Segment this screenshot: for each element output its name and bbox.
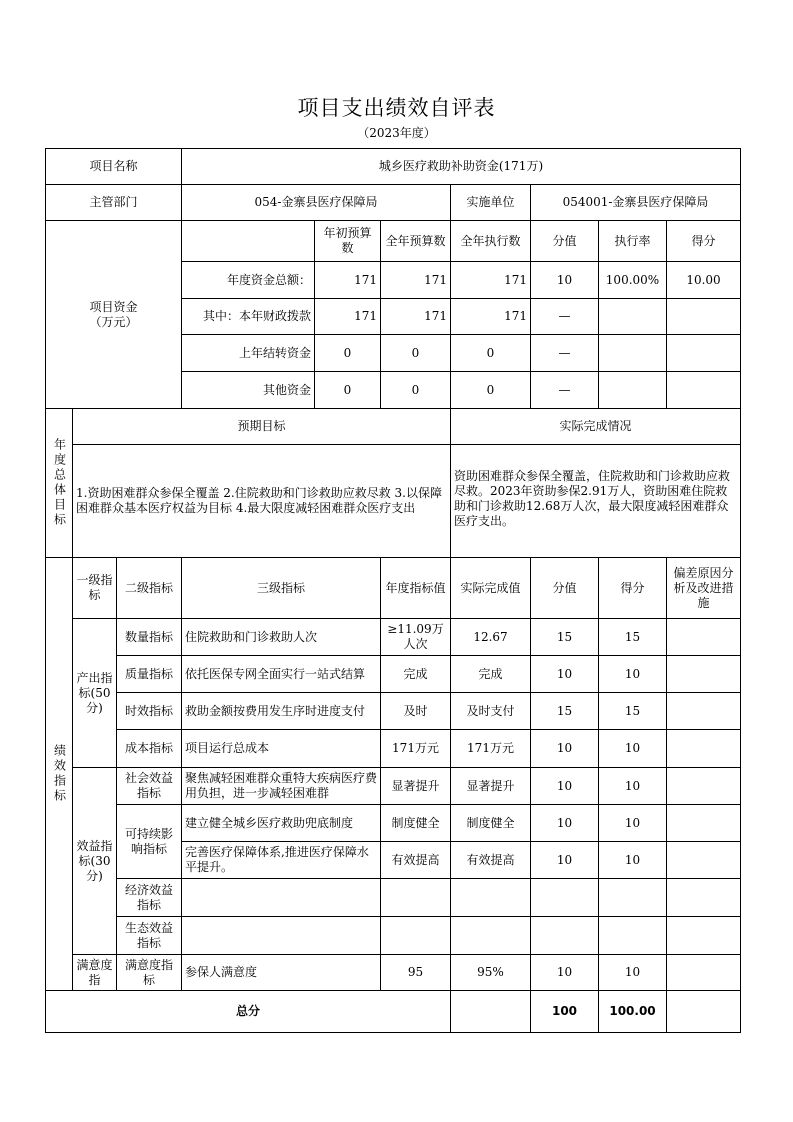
total-label: 总分 [45, 990, 451, 1033]
perf-score-cell: 15 [530, 618, 599, 656]
funds-header-full: 全年预算数 [380, 220, 451, 262]
perf-got-cell: 10 [598, 804, 667, 842]
perf-l2-cell: 成本指标 [116, 729, 182, 768]
goals-expected-header: 预期目标 [72, 408, 451, 445]
perf-actual-cell: 制度健全 [450, 804, 531, 842]
perf-score-cell: 10 [530, 841, 599, 879]
perf-l2-cell: 时效指标 [116, 692, 182, 730]
perf-reason-cell [666, 618, 741, 656]
goals-side-label [45, 408, 73, 558]
funds-label-text: 项目资金 （万元） [89, 299, 138, 329]
perf-got-cell [598, 916, 667, 955]
funds-row-full: 0 [380, 371, 451, 409]
funds-row-full: 0 [380, 334, 451, 372]
unit-value: 054001-金寨县医疗保障局 [530, 184, 741, 221]
funds-row-score: — [530, 298, 599, 335]
perf-l2-cell: 生态效益指标 [116, 916, 182, 955]
perf-actual-cell: 完成 [450, 655, 531, 693]
perf-got-cell: 15 [598, 618, 667, 656]
page-subtitle: （2023年度） [357, 126, 436, 140]
perf-header-actual: 实际完成值 [450, 557, 531, 619]
perf-header-reason: 偏差原因分析及改进措施 [666, 557, 741, 619]
perf-reason-cell [666, 841, 741, 879]
total-reason [666, 990, 741, 1033]
funds-row-initial: 171 [314, 298, 381, 335]
perf-target-cell: 有效提高 [380, 841, 451, 879]
unit-label: 实施单位 [450, 184, 531, 221]
sustain-indicator-label: 可持续影响指标 [116, 804, 182, 879]
perf-l3-cell [181, 878, 381, 917]
perf-target-cell: 171万元 [380, 729, 451, 768]
perf-l2-cell: 满意度指标 [116, 954, 182, 991]
funds-header-blank [181, 220, 315, 262]
project-name-value: 城乡医疗救助补助资金(171万) [181, 148, 741, 185]
funds-row-initial: 171 [314, 261, 381, 299]
perf-reason-cell [666, 954, 741, 991]
perf-score-cell: 10 [530, 729, 599, 768]
funds-row-rate: 100.00% [598, 261, 667, 299]
perf-reason-cell [666, 878, 741, 917]
funds-row-got [666, 298, 741, 335]
page-title: 项目支出绩效自评表 [297, 96, 496, 120]
perf-reason-cell [666, 804, 741, 842]
perf-reason-cell [666, 655, 741, 693]
perf-got-cell: 10 [598, 954, 667, 991]
funds-row-full: 171 [380, 298, 451, 335]
perf-target-cell: 95 [380, 954, 451, 991]
perf-actual-cell: 171万元 [450, 729, 531, 768]
goals-side-text: 年度总体目标 [52, 438, 67, 528]
perf-l3-cell: 依托医保专网全面实行一站式结算 [181, 655, 381, 693]
funds-row-exec: 0 [450, 371, 531, 409]
satisfaction-l1-label: 满意度指 [72, 954, 117, 991]
funds-row-rate [598, 371, 667, 409]
total-score: 100 [530, 990, 599, 1033]
perf-header-l3: 三级指标 [181, 557, 381, 619]
perf-side-label [45, 557, 73, 991]
perf-actual-cell: 及时支付 [450, 692, 531, 730]
total-blank [450, 990, 531, 1033]
funds-label [45, 220, 182, 409]
funds-row-initial: 0 [314, 371, 381, 409]
perf-l2-cell: 数量指标 [116, 618, 182, 656]
funds-row-initial: 0 [314, 334, 381, 372]
perf-actual-cell: 12.67 [450, 618, 531, 656]
funds-row-score: — [530, 371, 599, 409]
perf-l3-cell: 住院救助和门诊救助人次 [181, 618, 381, 656]
funds-row-name: 上年结转资金 [181, 334, 315, 372]
funds-header-got: 得分 [666, 220, 741, 262]
funds-row-rate [598, 298, 667, 335]
funds-row-got: 10.00 [666, 261, 741, 299]
funds-row-score: — [530, 334, 599, 372]
goals-actual-header: 实际完成情况 [450, 408, 741, 445]
funds-row-name: 年度资金总额： [181, 261, 315, 299]
perf-target-cell: 及时 [380, 692, 451, 730]
perf-got-cell: 10 [598, 767, 667, 805]
perf-reason-cell [666, 692, 741, 730]
perf-l2-cell: 质量指标 [116, 655, 182, 693]
perf-target-cell: 完成 [380, 655, 451, 693]
perf-header-target: 年度指标值 [380, 557, 451, 619]
perf-actual-cell [450, 878, 531, 917]
perf-target-cell: ≥11.09万人次 [380, 618, 451, 656]
perf-l3-cell: 完善医疗保障体系,推进医疗保障水平提升。 [181, 841, 381, 879]
funds-row-got [666, 334, 741, 372]
goals-expected-text: 1.资助困难群众参保全覆盖 2.住院救助和门诊救助应救尽救 3.以保障困难群众基本医疗权益为目标 4.最大限度减轻困难群众医疗支出 [72, 444, 451, 558]
perf-l3-cell: 项目运行总成本 [181, 729, 381, 768]
perf-header-l1: 一级指标 [72, 557, 117, 619]
funds-row-name: 其中：本年财政拨款 [181, 298, 315, 335]
perf-l3-cell: 建立健全城乡医疗救助兜底制度 [181, 804, 381, 842]
perf-header-got: 得分 [598, 557, 667, 619]
funds-row-got [666, 371, 741, 409]
funds-row-exec: 171 [450, 261, 531, 299]
funds-header-exec: 全年执行数 [450, 220, 531, 262]
benefit-indicator-label: 效益指标(30分) [72, 767, 117, 955]
perf-score-cell: 10 [530, 954, 599, 991]
perf-got-cell: 15 [598, 692, 667, 730]
perf-l3-cell: 聚焦减轻困难群众重特大疾病医疗费用负担，进一步减轻困难群 [181, 767, 381, 805]
perf-score-cell: 10 [530, 767, 599, 805]
perf-score-cell [530, 916, 599, 955]
perf-l2-cell: 社会效益指标 [116, 767, 182, 805]
funds-row-rate [598, 334, 667, 372]
perf-target-cell [380, 916, 451, 955]
perf-l2-cell: 经济效益指标 [116, 878, 182, 917]
perf-actual-cell [450, 916, 531, 955]
funds-row-exec: 0 [450, 334, 531, 372]
project-name-label: 项目名称 [45, 148, 182, 185]
perf-score-cell: 10 [530, 804, 599, 842]
total-got: 100.00 [598, 990, 667, 1033]
perf-reason-cell [666, 729, 741, 768]
funds-header-score: 分值 [530, 220, 599, 262]
perf-target-cell: 显著提升 [380, 767, 451, 805]
funds-row-score: 10 [530, 261, 599, 299]
perf-reason-cell [666, 916, 741, 955]
output-indicator-label: 产出指标(50分) [72, 618, 117, 768]
goals-actual-text: 资助困难群众参保全覆盖，住院救助和门诊救助应救尽救。2023年资助参保2.91万人，资助困难住院救助和门诊救助12.68万人次，最大限度减轻困难群众医疗支出。 [450, 444, 741, 558]
dept-value: 054-金寨县医疗保障局 [181, 184, 451, 221]
funds-header-initial: 年初预算数 [314, 220, 381, 262]
perf-actual-cell: 有效提高 [450, 841, 531, 879]
funds-row-name: 其他资金 [181, 371, 315, 409]
perf-score-cell [530, 878, 599, 917]
funds-row-full: 171 [380, 261, 451, 299]
funds-row-exec: 171 [450, 298, 531, 335]
perf-target-cell: 制度健全 [380, 804, 451, 842]
perf-got-cell: 10 [598, 655, 667, 693]
perf-header-l2: 二级指标 [116, 557, 182, 619]
dept-label: 主管部门 [45, 184, 182, 221]
perf-target-cell [380, 878, 451, 917]
perf-l3-cell [181, 916, 381, 955]
perf-l3-cell: 救助金额按费用发生序时进度支付 [181, 692, 381, 730]
perf-actual-cell: 95% [450, 954, 531, 991]
perf-got-cell: 10 [598, 729, 667, 768]
perf-got-cell: 10 [598, 841, 667, 879]
perf-l3-cell: 参保人满意度 [181, 954, 381, 991]
perf-header-score: 分值 [530, 557, 599, 619]
perf-actual-cell: 显著提升 [450, 767, 531, 805]
perf-side-text: 绩效指标 [52, 744, 67, 804]
perf-got-cell [598, 878, 667, 917]
perf-score-cell: 10 [530, 655, 599, 693]
funds-header-rate: 执行率 [598, 220, 667, 262]
perf-reason-cell [666, 767, 741, 805]
perf-score-cell: 15 [530, 692, 599, 730]
